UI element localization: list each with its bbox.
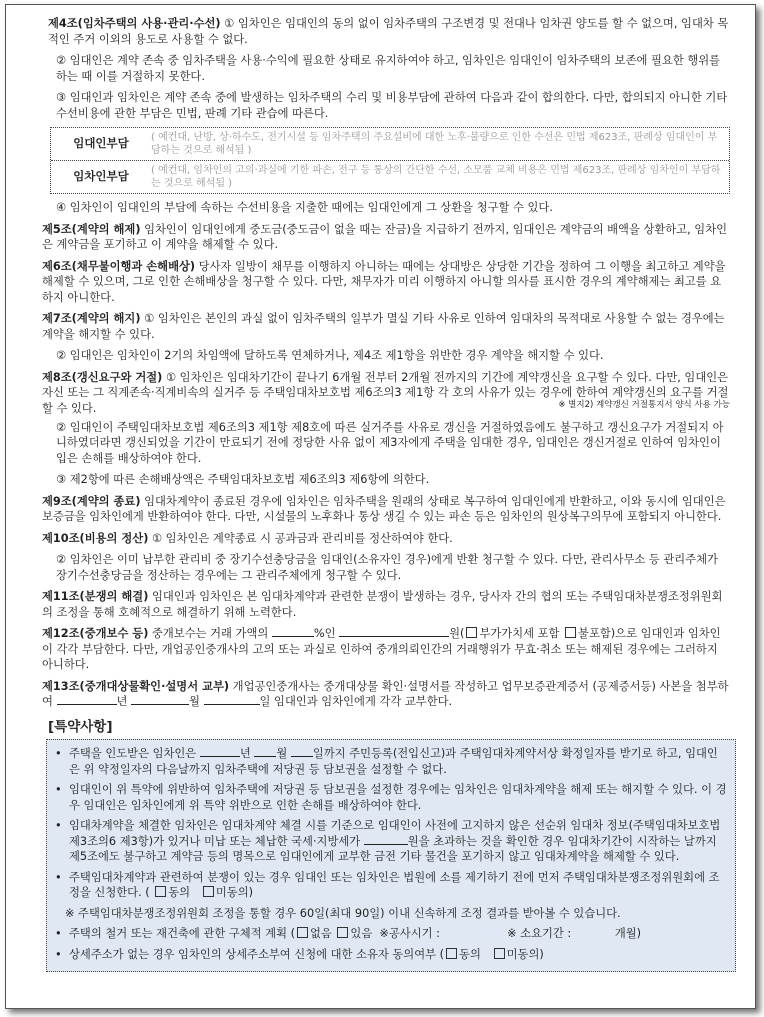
art8-p1: 제8조(갱신요구와 거절) ① 임차인은 임대차기간이 끝나기 6개월 전부터 2개월 전까지의 기간에 계약갱신을 요구할 수 있다. 다만, 임대인은 자신 또는 그 직계존속·직계비속의 실거주 등 주택임대차보호법 제6조의3 제1항 각 호의 사유가 있는 경우에 한하여 계약갱신의 요구를 거절할 수 있다. (42, 370, 729, 415)
art6-title: 제6조(채무불이행과 손해배상) (42, 259, 196, 273)
art11-title: 제11조(분쟁의 해결) (42, 590, 149, 603)
burden-table (50, 127, 730, 194)
art9: 제9조(계약의 종료) 임대차계약이 종료된 경우에 임차인은 임차주택을 원래의 상태로 복구하여 임대인에게 반환하고, 이와 동시에 임대인은 보증금을 임차인에게 반환하여야 한다. 다만, 시설물의 노후화나 통상 생길 수 있는 파손 등은 임차인의 원상복구의무에 포함되지 아니한다. (42, 494, 726, 523)
art10-p1: 제10조(비용의 정산) ① 임차인은 계약종료 시 공과금과 관리비를 정산하여야 한다. (42, 531, 453, 545)
burden-text[interactable]: ( 예컨대, 난방, 상·하수도, 전기시설 등 임차주택의 주요설비에 대한 노후·불량으로 인한 수선은 민법 제623조, 판례상 임대인이 부담하는 것으로 해석됨 ) (151, 132, 718, 156)
vat-include-checkbox[interactable] (466, 627, 477, 638)
delivery-day-field[interactable] (204, 694, 260, 705)
vat-exclude-checkbox[interactable] (565, 627, 576, 638)
contract-body (42, 16, 730, 972)
art13: 제13조(중개대상물확인·설명서 교부) 개업공인중개사는 중개대상물 확인·설명서를 작성하고 업무보증관계증서 (공제증서등) 사본을 첨부하여 년 월 일 임대인과 임차인에게 각각 교부한다. (42, 679, 729, 708)
special-item: • 주택의 철거 또는 재건축에 관한 구체적 계획 ( 없음 있음 ※공사시기 : ※ 소요기간 : 개월) (55, 927, 642, 940)
rebuild-yes-checkbox[interactable] (337, 927, 348, 938)
special-item: • 주택을 인도받은 임차인은 년 월 일까지 주민등록(전입신고)과 주택임대차계약서상 확정일자를 받기로 하고, 임대인은 위 약정일자의 다음날까지 임차주택에 저당권 등 담보권을 설정할 수 없다. (55, 747, 718, 776)
move-in-month-field[interactable] (254, 746, 276, 757)
special-item: • 임대차계약을 체결한 임차인은 임대차계약 체결 시를 기준으로 임대인이 사전에 고지하지 않은 선순위 임대차 정보(주택임대차보호법 제3조의6 제3항)가 있거나 미납 또는 체납한 국세·지방세가 원을 초과하는 것을 확인한 경우 임대차기간이 시작하는 날까지 제5조에도 불구하고 계약금 등의 명목으로 임대인에게 교부한 금전 기타 물건을 포기하지 않고 임대차계약을 해제할 수 있다. (55, 819, 721, 863)
special-item: • 주택임대차계약과 관련하여 분쟁이 있는 경우 임대인 또는 임차인은 법원에 소를 제기하기 전에 먼저 주택임대차분쟁조정위원회에 조정을 신청한다. ( 동의 미동의) (55, 870, 720, 899)
art12: 제12조(중개보수 등) 중개보수는 거래 가액의 %인 원( 부가가치세 포함 불포함)으로 임대인과 임차인이 각각 부담한다. 다만, 개업공인중개사의 고의 또는 과실로 인하여 중개의뢰인간의 거래행위가 무효·취소 또는 해제된 경우에는 그러하지 아니하다. (42, 627, 721, 671)
art4-p4: ④ 임차인이 임대인의 부담에 속하는 수선비용을 지출한 때에는 임대인에게 그 상환을 청구할 수 있다. (56, 201, 553, 214)
burden-row-landlord (51, 128, 729, 160)
art5-title: 제5조(계약의 해제) (42, 222, 141, 236)
art11: 제11조(분쟁의 해결) 임대인과 임차인은 본 임대차계약과 관련한 분쟁이 발생하는 경우, 당사자 간의 협의 또는 주택임대차분쟁조정위원회의 조정을 통해 호혜적으로 해결하기 위해 노력한다. (42, 590, 723, 619)
delivery-month-field[interactable] (131, 694, 189, 705)
mediation-disagree-checkbox[interactable] (203, 886, 214, 897)
special-item: • 임대인이 위 특약에 위반하여 임차주택에 저당권 등 담보권을 설정한 경우에는 임차인은 임대차계약을 해제 또는 해지할 수 있다. 이 경우 임대인은 임차인에게 위 특약 위반으로 인한 손해를 배상하여야 한다. (55, 783, 727, 812)
address-agree-checkbox[interactable] (446, 948, 457, 959)
mediation-agree-checkbox[interactable] (155, 886, 166, 897)
art12-title: 제12조(중개보수 등) (42, 627, 149, 640)
art10-p2: ② 임차인은 이미 납부한 관리비 중 장기수선충당금을 임대인(소유자인 경우)에게 반환 청구할 수 있다. 다만, 관리사무소 등 관리주체가 장기수선충당금을 정산하는 경우에는 그 관리주체에게 청구할 수 있다. (56, 553, 718, 582)
art8-p3: ③ 제2항에 따른 손해배상액은 주택임대차보호법 제6조의3 제6항에 의한다. (56, 473, 430, 486)
rebuild-none-checkbox[interactable] (297, 927, 308, 938)
burden-label: 임차인부담 (73, 169, 129, 184)
move-in-day-field[interactable] (291, 746, 313, 757)
delivery-year-field[interactable] (57, 694, 117, 705)
fee-amount-field[interactable] (339, 626, 449, 637)
art9-title: 제9조(계약의 종료) (42, 494, 141, 508)
art4-title: 제4조(임차주택의 사용·관리·수선) (48, 17, 221, 30)
art8-note: ※ 별지2) 계약갱신 거절통지서 양식 사용 가능 (558, 400, 730, 410)
special-terms-title: [특약사항] (48, 718, 113, 735)
art7-p2: ② 임대인은 임차인이 2기의 차임액에 달하도록 연체하거나, 제4조 제1항을 위반한 경우 계약을 해지할 수 있다. (56, 349, 604, 362)
burden-label: 임대인부담 (73, 136, 129, 151)
art4-p2: ② 임대인은 계약 존속 중 임차주택을 사용·수익에 필요한 상태로 유지하여야 하고, 임차인은 임대인이 임차주택의 보존에 필요한 행위를 하는 때 이를 거절하지 못한다. (56, 54, 721, 83)
burden-row-tenant (51, 160, 729, 193)
art4-p1: 제4조(임차주택의 사용·관리·수선) ① 임차인은 임대인의 동의 없이 임차주택의 구조변경 및 전대나 임차권 양도를 할 수 없으며, 임대차 목적인 주거 이외의 용도로 사용할 수 없다. (48, 17, 729, 46)
art10-title: 제10조(비용의 정산) (42, 531, 149, 545)
special-terms-box (46, 739, 736, 972)
art6: 제6조(채무불이행과 손해배상) 당사자 일방이 채무를 이행하지 아니하는 때에는 상대방은 상당한 기간을 정하여 그 이행을 최고하고 계약을 해제할 수 있으며, 그로 인한 손해배상을 청구할 수 있다. 다만, 채무자가 미리 이행하지 아니할 의사를 표시한 경우의 계약해제는 최고를 요하지 아니한다. (42, 259, 726, 304)
fee-rate-field[interactable] (272, 626, 314, 637)
address-disagree-checkbox[interactable] (494, 948, 505, 959)
tax-amount-field[interactable] (364, 834, 408, 845)
art4-p3: ③ 임대인과 임차인은 계약 존속 중에 발생하는 임차주택의 수리 및 비용부담에 관하여 다음과 같이 합의한다. 다만, 합의되지 아니한 기타 수선비용에 관한 부담은 민법, 판례 기타 관습에 따른다. (56, 91, 728, 120)
move-in-year-field[interactable] (200, 746, 240, 757)
art7-p1: 제7조(계약의 해지) ① 임차인은 본인의 과실 없이 임차주택의 일부가 멸실 기타 사유로 인하여 임대차의 목적대로 사용할 수 없는 경우에는 계약을 해지할 수 있다. (42, 312, 725, 341)
burden-text[interactable]: ( 예컨대, 임차인의 고의·과실에 기한 파손, 전구 등 통상의 간단한 수선, 소모품 교체 비용은 민법 제623조, 판례상 임차인이 부담하는 것으로 해석됨 ) (151, 165, 721, 189)
art5: 제5조(계약의 해제) 임차인이 임대인에게 중도금(중도금이 없을 때는 잔금)을 지급하기 전까지, 임대인은 계약금의 배액을 상환하고, 임차인은 계약금을 포기하고 이 계약을 해제할 수 있다. (42, 222, 728, 251)
art8-p2: ② 임대인이 주택임대차보호법 제6조의3 제1항 제8호에 따른 실거주를 사유로 갱신을 거절하였음에도 불구하고 갱신요구가 거절되지 아니하였더라면 갱신되었을 기간이 만료되기 전에 정당한 사유 없이 제3자에게 주택을 임대한 경우, 임대인은 갱신거절로 인하여 임차인이 입은 손해를 배상하여야 한다. (56, 420, 724, 465)
mediation-note: ※ 주택임대차분쟁조정위원회 조정을 통할 경우 60일(최대 90일) 이내 신속하게 조정 결과를 받아볼 수 있습니다. (65, 906, 621, 920)
art13-title: 제13조(중개대상물확인·설명서 교부) (42, 679, 230, 693)
art7-title: 제7조(계약의 해지) (42, 312, 141, 325)
special-item: • 상세주소가 없는 경우 임차인의 상세주소부여 신청에 대한 소유자 동의여부 ( 동의 미동의) (55, 947, 544, 961)
art8-title: 제8조(갱신요구와 거절) (42, 370, 163, 384)
